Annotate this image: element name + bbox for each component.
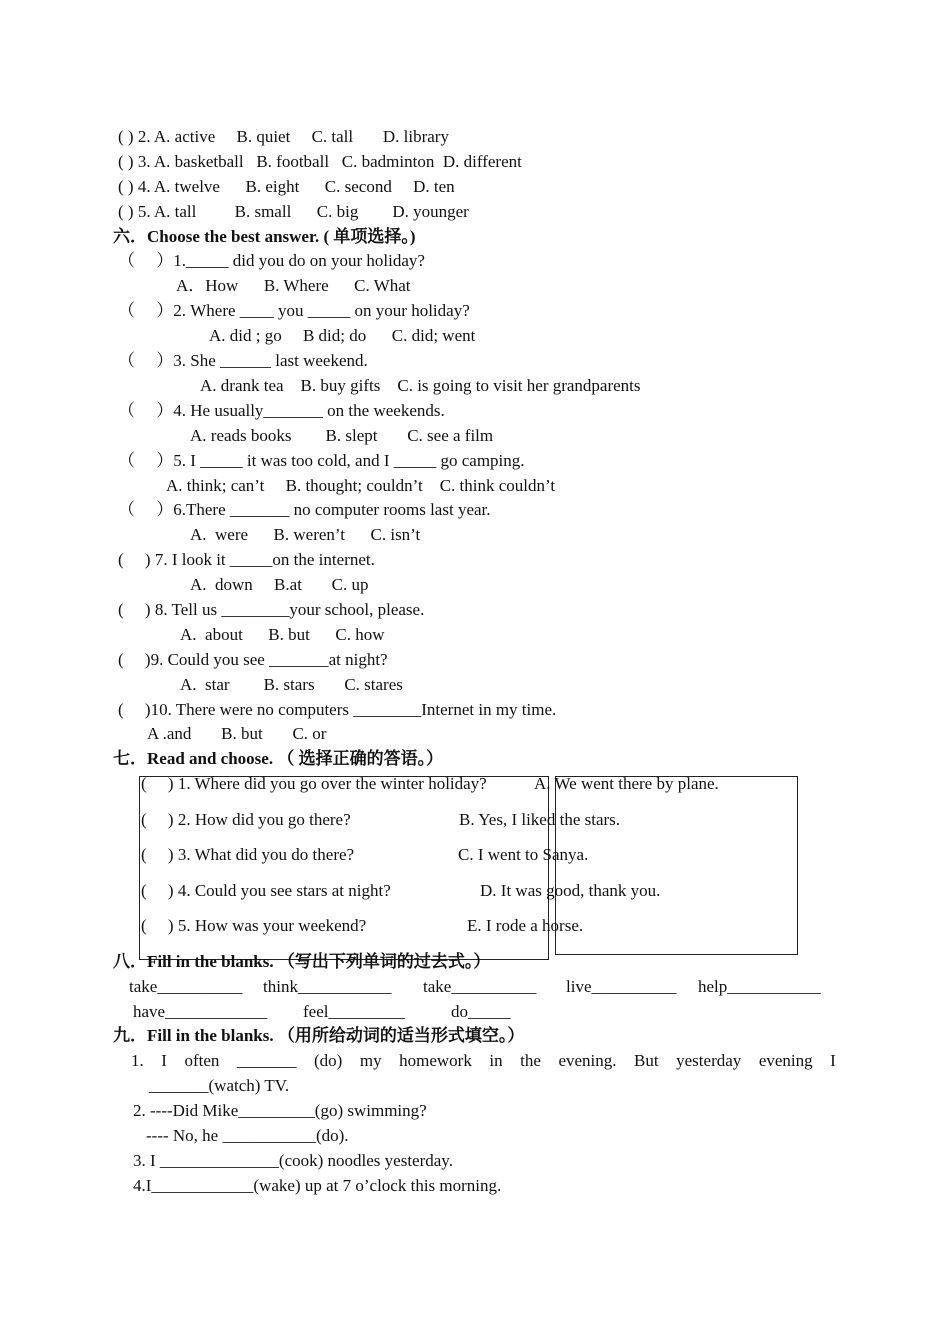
options-line: A. think; can’t B. thought; couldn’t C. think couldn’t bbox=[166, 476, 556, 495]
blank-item: think___________ bbox=[263, 977, 392, 996]
question-line: （ ）2. Where ____ you _____ on your holiday? bbox=[118, 301, 470, 320]
match-question: ( ) 1. Where did you go over the winter holiday? bbox=[141, 774, 487, 793]
options-line: A. down B.at C. up bbox=[190, 575, 369, 594]
word: yesterday bbox=[676, 1051, 742, 1070]
word: in bbox=[489, 1051, 503, 1070]
options-line: A. about B. but C. how bbox=[180, 625, 385, 644]
word: often bbox=[184, 1051, 220, 1070]
word: evening. bbox=[558, 1051, 617, 1070]
match-question: ( ) 5. How was your weekend? bbox=[141, 916, 367, 935]
blank-item: do_____ bbox=[451, 1002, 511, 1021]
match-answer: C. I went to Sanya. bbox=[458, 845, 589, 864]
section-header: 八．Fill in the blanks. （写出下列单词的过去式。） bbox=[113, 952, 491, 971]
match-answer: B. Yes, I liked the stars. bbox=[459, 810, 621, 829]
question-line: （ ）6.There _______ no computer rooms last year. bbox=[118, 500, 491, 519]
question-line: ( ) 4. A. twelve B. eight C. second D. ten bbox=[118, 177, 455, 196]
options-line: A. did ; go B did; do C. did; went bbox=[209, 326, 476, 345]
match-answer: A. We went there by plane. bbox=[534, 774, 719, 793]
word: I bbox=[161, 1051, 167, 1070]
question-line: （ ）5. I _____ it was too cold, and I _____ go camping. bbox=[118, 451, 525, 470]
options-line: A. were B. weren’t C. isn’t bbox=[190, 525, 421, 544]
blank-item: have____________ bbox=[133, 1002, 268, 1021]
section-header: 六．Choose the best answer. ( 单项选择。) bbox=[113, 227, 416, 246]
question-line: ( ) 7. I look it _____on the internet. bbox=[118, 550, 375, 569]
blank-item: live__________ bbox=[566, 977, 677, 996]
match-answer: D. It was good, thank you. bbox=[480, 881, 661, 900]
word: _______ bbox=[236, 1051, 297, 1070]
question-line: ( )9. Could you see _______at night? bbox=[118, 650, 388, 669]
question-line: ( ) 2. A. active B. quiet C. tall D. library bbox=[118, 127, 449, 146]
word: (do) bbox=[313, 1051, 343, 1070]
word: 1. bbox=[131, 1051, 144, 1070]
section-header: 七．Read and choose. （ 选择正确的答语。） bbox=[113, 749, 444, 768]
options-line: A. star B. stars C. stares bbox=[180, 675, 403, 694]
blank-item: help___________ bbox=[698, 977, 821, 996]
fill-question-line: _______(watch) TV. bbox=[149, 1076, 290, 1095]
word: homework bbox=[399, 1051, 472, 1070]
blank-item: feel_________ bbox=[303, 1002, 405, 1021]
word: But bbox=[634, 1051, 659, 1070]
question-line: ( ) 8. Tell us ________your school, please. bbox=[118, 600, 425, 619]
match-question: ( ) 3. What did you do there? bbox=[141, 845, 355, 864]
question-line: ( ) 5. A. tall B. small C. big D. younger bbox=[118, 202, 469, 221]
question-line: （ ）3. She ______ last weekend. bbox=[118, 351, 368, 370]
word: evening bbox=[758, 1051, 813, 1070]
word: the bbox=[520, 1051, 541, 1070]
fill-question-1 bbox=[131, 1051, 836, 1071]
options-line: A. reads books B. slept C. see a film bbox=[190, 426, 494, 445]
answers-box bbox=[555, 776, 798, 955]
word: I bbox=[830, 1051, 836, 1070]
question-line: （ ）4. He usually_______ on the weekends. bbox=[118, 401, 445, 420]
question-line: （ ）1._____ did you do on your holiday? bbox=[118, 251, 425, 270]
fill-question-line: 4.I____________(wake) up at 7 o’clock this morning. bbox=[133, 1176, 502, 1195]
match-answer: E. I rode a horse. bbox=[467, 916, 584, 935]
match-question: ( ) 2. How did you go there? bbox=[141, 810, 351, 829]
question-line: ( ) 3. A. basketball B. football C. badminton D. different bbox=[118, 152, 522, 171]
question-line: ( )10. There were no computers ________Internet in my time. bbox=[118, 700, 557, 719]
fill-question-line: 2. ----Did Mike_________(go) swimming? bbox=[133, 1101, 427, 1120]
word: my bbox=[359, 1051, 382, 1070]
match-question: ( ) 4. Could you see stars at night? bbox=[141, 881, 391, 900]
section-header: 九．Fill in the blanks. （用所给动词的适当形式填空。） bbox=[113, 1026, 525, 1045]
options-line: A．How B. Where C. What bbox=[176, 276, 411, 295]
options-line: A. drank tea B. buy gifts C. is going to visit her grandparents bbox=[200, 376, 641, 395]
options-line: A .and B. but C. or bbox=[147, 724, 327, 743]
fill-question-line: 3. I ______________(cook) noodles yesterday. bbox=[133, 1151, 453, 1170]
blank-item: take__________ bbox=[129, 977, 243, 996]
fill-question-line: ---- No, he ___________(do). bbox=[146, 1126, 349, 1145]
blank-item: take__________ bbox=[423, 977, 537, 996]
